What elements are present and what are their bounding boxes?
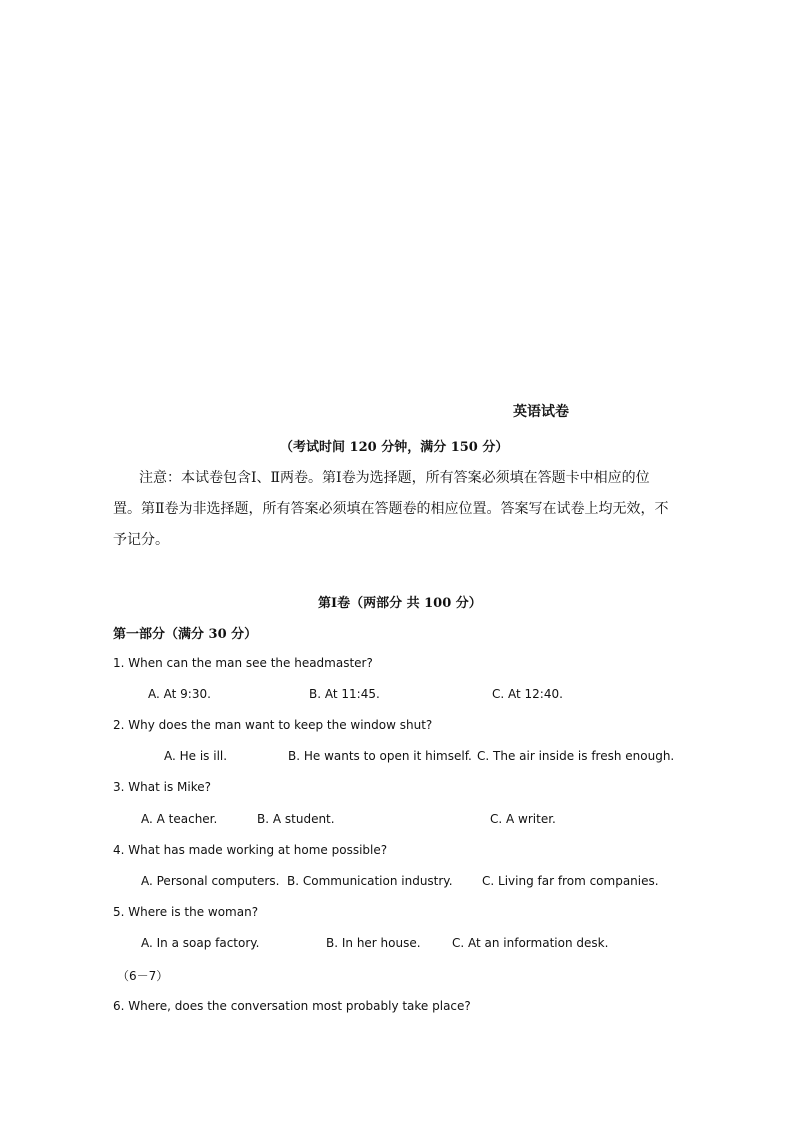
- q4-option-a: A. Personal computers.: [141, 874, 280, 888]
- q1-option-b: B. At 11:45.: [309, 687, 380, 701]
- q1-option-a: A. At 9:30.: [148, 687, 211, 701]
- exam-subtitle: （考试时间 120 分钟，满分 150 分）: [280, 440, 509, 455]
- q2-option-a: A. He is ill.: [164, 749, 228, 763]
- notice-line-1: 注意：本试卷包含Ⅰ、Ⅱ两卷。第Ⅰ卷为选择题，所有答案必须填在答题卡中相应的位: [139, 470, 650, 486]
- q2-option-c: C. The air inside is fresh enough.: [477, 749, 675, 763]
- question-1: 1. When can the man see the headmaster?: [113, 656, 373, 670]
- q1-option-c: C. At 12:40.: [492, 687, 563, 701]
- q4-option-c: C. Living far from companies.: [482, 874, 659, 888]
- question-6: 6. Where, does the conversation most probably take place?: [113, 999, 471, 1013]
- q5-option-c: C. At an information desk.: [452, 936, 609, 950]
- q5-option-b: B. In her house.: [326, 936, 421, 950]
- part-title: 第一部分（满分 30 分）: [113, 627, 258, 642]
- exam-title: 英语试卷: [513, 404, 569, 420]
- notice-line-2: 置。第Ⅱ卷为非选择题，所有答案必须填在答题卷的相应位置。答案写在试卷上均无效，不: [113, 501, 669, 517]
- q5-option-a: A. In a soap factory.: [141, 936, 260, 950]
- q4-option-b: B. Communication industry.: [287, 874, 453, 888]
- q2-option-b: B. He wants to open it himself.: [288, 749, 472, 763]
- question-3: 3. What is Mike?: [113, 780, 211, 794]
- question-2: 2. Why does the man want to keep the window shut?: [113, 718, 433, 732]
- volume-title: 第Ⅰ卷（两部分 共 100 分）: [318, 596, 482, 611]
- question-group-label: （6－7）: [117, 969, 169, 983]
- question-5: 5. Where is the woman?: [113, 905, 259, 919]
- notice-line-3: 予记分。: [113, 532, 169, 548]
- q3-option-c: C. A writer.: [490, 812, 556, 826]
- question-4: 4. What has made working at home possible?: [113, 843, 388, 857]
- q3-option-b: B. A student.: [257, 812, 335, 826]
- q3-option-a: A. A teacher.: [141, 812, 218, 826]
